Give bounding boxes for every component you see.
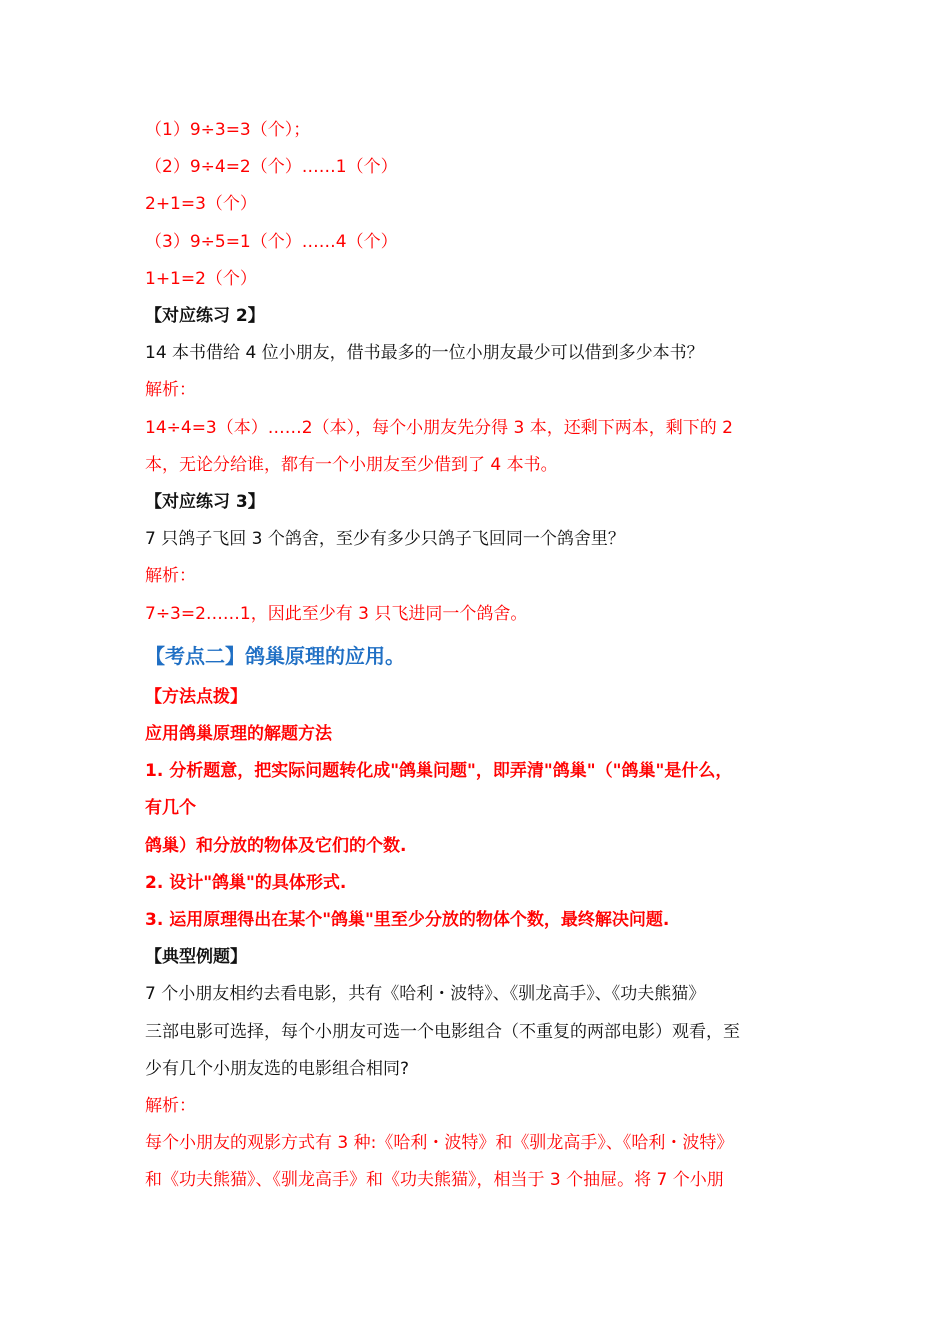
typical-analysis-label: 解析： [145,1096,196,1117]
typical-question-line-1: 7 个小朋友相约去看电影，共有《哈利・波特》、《驯龙高手》、《功夫熊猫》 [145,984,706,1005]
practice-2-question: 14 本书借给 4 位小朋友，借书最多的一位小朋友最少可以借到多少本书？ [145,343,704,364]
practice-2-analysis-line-1: 14÷4=3（本）……2（本），每个小朋友先分得 3 本，还剩下两本，剩下的 2 [145,417,733,438]
typical-analysis-line-2: 和《功夫熊猫》、《驯龙高手》和《功夫熊猫》，相当于 3 个抽屉。将 7 个小朋 [145,1170,724,1191]
method-step-1-line-3: 鸽巢）和分放的物体及它们的个数. [145,835,407,856]
practice-3-analysis-label: 解析： [145,566,196,587]
typical-question-line-3: 少有几个小朋友选的电影组合相同? [145,1058,410,1079]
method-step-1-line-2: 有几个 [145,798,196,819]
solution-line-4: （3）9÷5=1（个）……4（个） [145,231,398,252]
practice-3-title: 【对应练习 3】 [145,492,265,513]
solution-line-5: 1+1=2（个） [145,268,257,289]
solution-line-1: （1）9÷3=3（个）； [145,120,311,140]
typical-title: 【典型例题】 [145,947,247,968]
solution-line-3: 2+1=3（个） [145,194,257,215]
practice-3-analysis-line-1: 7÷3=2……1，因此至少有 3 只飞进同一个鸽舍。 [145,603,528,624]
method-subtitle: 应用鸽巢原理的解题方法 [145,724,332,745]
method-title: 【方法点拨】 [145,686,247,707]
method-step-3: 3. 运用原理得出在某个"鸽巢"里至少分放的物体个数，最终解决问题. [145,910,670,931]
typical-analysis-line-1: 每个小朋友的观影方式有 3 种:《哈利・波特》和《驯龙高手》、《哈利・波特》 [145,1133,734,1154]
practice-2-title: 【对应练习 2】 [145,306,265,327]
solution-line-2: （2）9÷4=2（个）……1（个） [145,157,398,178]
typical-question-line-2: 三部电影可选择，每个小朋友可选一个电影组合（不重复的两部电影）观看，至 [145,1021,740,1042]
practice-2-analysis-label: 解析： [145,380,196,401]
practice-2-analysis-line-2: 本，无论分给谁，都有一个小朋友至少借到了 4 本书。 [145,454,558,475]
method-step-1-line-1: 1. 分析题意，把实际问题转化成"鸽巢问题"，即弄清"鸽巢"（"鸽巢"是什么， [145,761,733,782]
kaodian-2-heading: 【考点二】鸽巢原理的应用。 [145,643,405,668]
method-step-2: 2. 设计"鸽巢"的具体形式. [145,872,347,893]
document-page [145,112,845,1200]
practice-3-question: 7 只鸽子飞回 3 个鸽舍，至少有多少只鸽子飞回同一个鸽舍里？ [145,529,625,550]
